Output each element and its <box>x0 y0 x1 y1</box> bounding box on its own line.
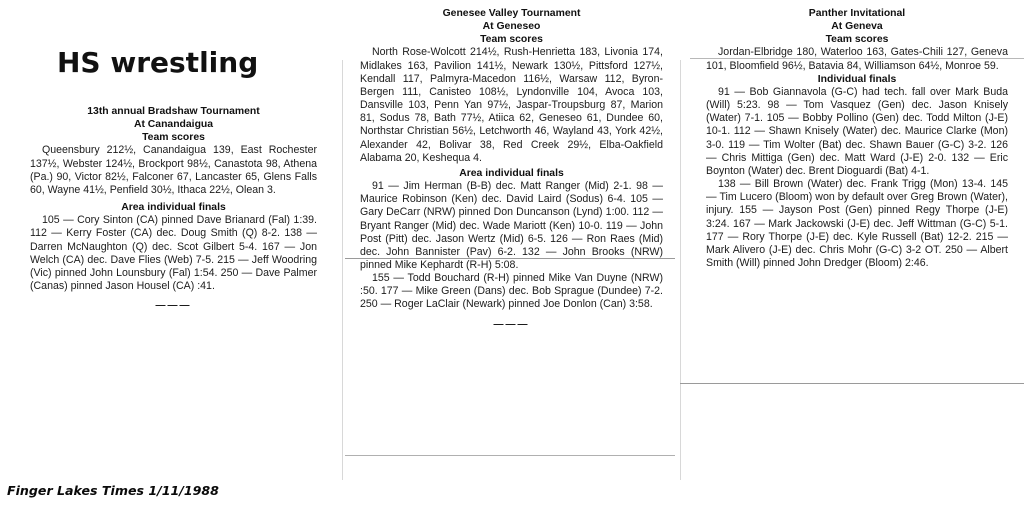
team-scores-heading: Team scores <box>825 34 889 46</box>
finals-text: 105 — Cory Sinton (CA) pinned Dave Brianard (Fal) 1:39. 112 — Kerry Foster (CA) dec. Doug Smith (Q) 8-2. 138 — Darren McNaughton (Q) dec. Scot Gilbert 5-4. 167 — Jon Welch (CA) dec. Dave Flies (Web) 7-5. 215 — Jeff Woodring (Vic) pinned John Lounsbury (Fal) 1:54. 250 — Dave Palmer (Canas) pinned Jason Housel (CA) :41. <box>30 214 317 293</box>
team-scores-text: Jordan-Elbridge 180, Waterloo 163, Gates-Chili 127, Geneva 101, Bloomfield 96½, Batavia 84, Williamson 64½, Monroe 59. <box>706 46 1008 72</box>
column-divider <box>342 60 343 480</box>
team-scores-text: Queensbury 212½, Canandaigua 139, East Rochester 137½, Webster 124½, Brockport 98½, Canastota 98, Athena (Pa.) 90, Victor 82½, Falconer 67, Lancaster 65, Glens Falls 60, Wayne 41½, Penfield 30½, Ithaca 22½, Olean 3. <box>30 144 317 196</box>
article-panther-invitational <box>706 7 1008 270</box>
article-title: 13th annual Bradshaw Tournament <box>87 106 260 117</box>
team-scores-text: North Rose-Wolcott 214½, Rush-Henrietta 183, Livonia 174, Midlakes 163, Pavilion 141½, Newark 130½, Pittsford 127½, Kendall 117, Palmyra-Macedon 116½, Warsaw 112, Byron-Bergen 111, Canisteo 108½, Lyndonville 104, Avoca 103, Dansville 103, Penn Yan 97½, Jaspar-Troupsburg 87, Marion 81, Sodus 78, Bath 77½, Atiica 62, Geneseo 61, Dundee 60, Northstar Christian 56½, Letchworth 46, Wayland 43, York 42½, Alexander 42, Bolivar 38, Red Creek 29½, Elba-Oakfield Alabama 20, Keshequa 4. <box>360 46 663 164</box>
article-title: Genesee Valley Tournament <box>442 8 581 19</box>
article-location: At Geneva <box>831 21 883 33</box>
scan-line <box>680 383 1024 384</box>
finals-text: 91 — Bob Giannavola (G-C) had tech. fall over Mark Buda (Will) 5:23. 98 — Tom Vasquez (Gen) dec. Jason Knisely (Water) 7-1. 105 — Bobby Pollino (Gen) dec. Todd Milton (J-E) 10-1. 112 — Shawn Knisely (Water) dec. Maurice Clarke (Mon) 3-0. 119 — Tim Wolter (Bat) dec. Shawn Bauer (G-C) 3-2. 126 — Chris Mittiga (Gen) dec. Matt Ward (J-E) 2-0. 132 — Eric Boynton (Water) dec. Brent Dioguardi (Bat) 4-1. <box>706 85 1008 177</box>
article-bradshaw <box>30 105 317 312</box>
finals-heading: Individual finals <box>817 73 897 85</box>
article-location: At Canandaigua <box>133 119 214 131</box>
finals-heading: Area individual finals <box>121 202 226 214</box>
finals-text: 91 — Jim Herman (B-B) dec. Matt Ranger (Mid) 2-1. 98 — Maurice Robinson (Ken) dec. David Laird (Sodus) 6-4. 105 — Gary DeCarr (NRW) pinned Don Duncanson (Lynd) 1:00. 112 — Bryant Ranger (Mid) dec. Wade Mariott (Ken) 10-0. 119 — John Post (Pitt) dec. Jason Wertz (Mid) 6-5. 126 — Ron Raes (Mid) dec. John Bannister (Pav) 6-2. 132 — John Brooks (NRW) pinned Mike Kephardt (R-H) 5:08. <box>360 180 663 271</box>
finals-text: 155 — Todd Bouchard (R-H) pinned Mike Van Duyne (NRW) :50. 177 — Mike Green (Dans) dec. Bob Sprague (Dundee) 7-2. 250 — Roger LaClair (Newark) pinned Joe Donlon (Can) 3:58. <box>360 272 663 311</box>
end-mark: ——— <box>493 318 530 330</box>
team-scores-heading: Team scores <box>480 34 543 46</box>
source-caption: Finger Lakes Times 1/11/1988 <box>7 483 219 498</box>
article-location: At Geneseo <box>482 21 541 33</box>
finals-text: 138 — Bill Brown (Water) dec. Frank Trigg (Mon) 13-4. 145 — Tim Lucero (Bloom) won by default over Greg Brown (Water), injury. 155 — Jayson Post (Gen) pinned Regy Thorpe (J-E) 3:24. 167 — Mark Jackowski (J-E) dec. Jeff Wittman (G-C) 5-1. 177 — Rory Thorpe (J-E) dec. Kyle Russell (Bat) 12-2. 215 — Mark Alivero (J-E) dec. Chris Mohr (G-C) 3-2 OT. 250 — Albert Smith (Will) pinned John Dredger (Bloom) 2:46. <box>706 178 1008 269</box>
article-title: Panther Invitational <box>808 8 906 19</box>
headline: HS wrestling <box>57 45 259 79</box>
team-scores-heading: Team scores <box>142 132 205 144</box>
end-mark: ——— <box>155 300 192 312</box>
finals-heading: Area individual finals <box>459 167 564 179</box>
article-genesee-valley <box>360 7 663 331</box>
scan-line <box>345 455 675 456</box>
column-divider <box>680 60 681 480</box>
